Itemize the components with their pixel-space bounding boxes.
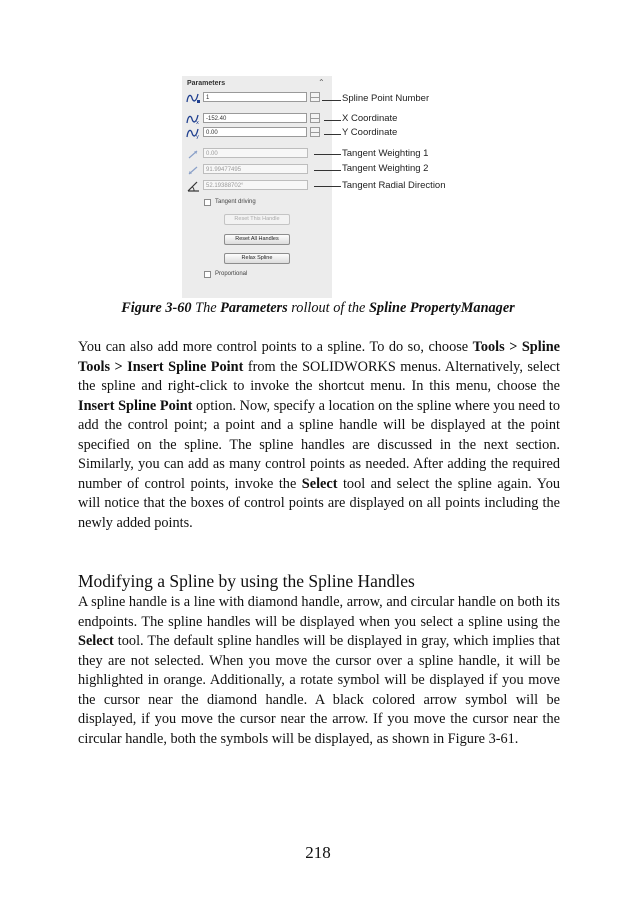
callout-x-coordinate: X Coordinate — [342, 113, 398, 124]
caption-text-2: rollout of the — [287, 300, 369, 316]
p1-text-4: tool and select the spline again. You will notice that the boxes of control points are displayed on all points including the newly added points. — [78, 475, 560, 531]
y-coordinate-icon — [186, 127, 201, 139]
tangent-weighting-2-icon — [186, 164, 201, 176]
tangent-weighting-2-field[interactable]: 91.99477495 — [203, 164, 308, 174]
spline-point-number-icon — [186, 92, 201, 104]
callout-line-tangent-weighting-2 — [314, 170, 341, 171]
callout-spline-point-number: Spline Point Number — [342, 93, 430, 104]
svg-text:x: x — [196, 120, 199, 125]
callout-line-spline-point-number — [322, 100, 341, 101]
collapse-chevron-icon: ⌃ — [318, 78, 325, 87]
p2-text-2: tool. The default spline handles will be displayed in gray, which implies that they are not selected. When you move the cursor over a spline handle, it will be highlighted in orange. Additionally, a rotate symbol will be displayed if you move the cursor near the diamond handle. A black colored arrow symbol will be displayed, if you move the cursor near the arrow. If you move the cursor near the circular handle, both the symbols will be displayed, as shown in Figure 3-61. — [78, 633, 560, 747]
reset-all-handles-button[interactable]: Reset All Handles — [224, 234, 290, 245]
tangent-weighting-1-icon — [186, 148, 201, 160]
spline-point-number-row — [182, 92, 332, 104]
tangent-radial-direction-icon — [186, 180, 201, 192]
p1-bold-select: Select — [301, 475, 338, 492]
spline-point-number-spinner[interactable] — [310, 92, 320, 102]
parameters-rollout-figure — [182, 76, 332, 298]
caption-bold-2: Spline PropertyManager — [368, 300, 515, 316]
tangent-weighting-1-row — [182, 148, 332, 160]
x-coordinate-row — [182, 113, 332, 125]
p1-text-3: option. Now, specify a location on the spline where you need to add the control point; a point and a spline handle will be displayed at the point specified on the spline. The spline handles are discussed in the next section. Similarly, you can add as many control points as needed. After adding the required number of control points, invoke the — [78, 397, 560, 492]
spline-point-number-field[interactable]: 1 — [203, 92, 307, 102]
rollout-title: Parameters — [187, 80, 226, 87]
callout-line-y-coordinate — [324, 134, 341, 135]
figure-caption — [0, 300, 636, 317]
p2-bold-select: Select — [78, 633, 114, 649]
paragraph-insert-spline-point — [78, 338, 560, 533]
relax-spline-button[interactable]: Relax Spline — [224, 253, 290, 264]
y-coordinate-row — [182, 127, 332, 139]
callout-tangent-radial-direction: Tangent Radial Direction — [342, 180, 446, 191]
proportional-checkbox[interactable] — [204, 271, 211, 278]
callout-line-tangent-radial-direction — [314, 186, 341, 187]
caption-text-1: The — [191, 300, 221, 316]
page-number: 218 — [305, 843, 331, 862]
p1-text-1: You can also add more control points to a spline. To do so, choose — [78, 339, 473, 355]
tangent-radial-direction-row — [182, 180, 332, 192]
proportional-label: Proportional — [215, 271, 248, 277]
tangent-weighting-2-row — [182, 164, 332, 176]
callout-y-coordinate: Y Coordinate — [342, 127, 398, 138]
caption-bold-1: Parameters — [220, 300, 288, 316]
svg-text:y: y — [196, 134, 199, 139]
callout-line-x-coordinate — [324, 120, 341, 121]
paragraph-spline-handles — [78, 593, 560, 749]
section-heading: Modifying a Spline by using the Spline Handles — [78, 571, 415, 591]
y-coordinate-field[interactable]: 0.00 — [203, 127, 307, 137]
figure-number: Figure 3-60 — [121, 300, 192, 316]
callout-line-tangent-weighting-1 — [314, 154, 341, 155]
y-coordinate-spinner[interactable] — [310, 127, 320, 137]
x-coordinate-spinner[interactable] — [310, 113, 320, 123]
p1-text-2: from the SOLIDWORKS menus. Alternatively, select the spline and right-click to invoke the shortcut menu. In this menu, choose the — [78, 358, 560, 394]
tangent-weighting-1-field[interactable]: 0.00 — [203, 148, 308, 158]
callout-tangent-weighting-1: Tangent Weighting 1 — [342, 148, 429, 159]
p1-bold-insert-spline-point: Insert Spline Point — [78, 397, 193, 414]
x-coordinate-field[interactable]: -152.40 — [203, 113, 307, 123]
p1-bold-menu-path: Tools > Spline Tools > Insert Spline Point — [78, 339, 561, 375]
tangent-driving-checkbox[interactable] — [204, 199, 211, 206]
x-coordinate-icon — [186, 113, 201, 125]
p2-text-1: A spline handle is a line with diamond handle, arrow, and circular handle on both its endpoints. The spline handles will be displayed when you select a spline using the — [78, 594, 560, 630]
callout-tangent-weighting-2: Tangent Weighting 2 — [342, 163, 429, 174]
tangent-driving-label: Tangent driving — [215, 199, 256, 205]
reset-this-handle-button[interactable]: Reset This Handle — [224, 214, 290, 225]
tangent-radial-direction-field[interactable]: 52.19388702° — [203, 180, 308, 190]
